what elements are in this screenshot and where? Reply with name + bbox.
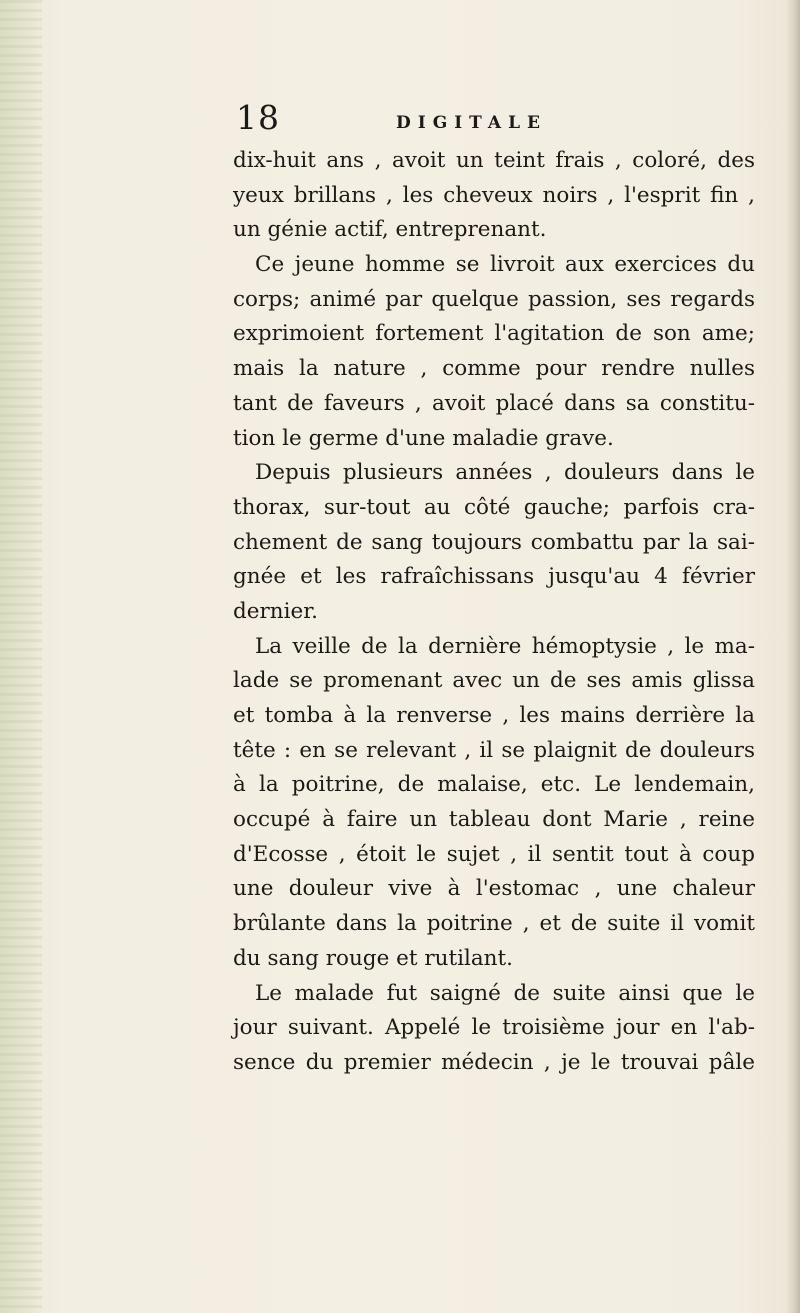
text-line: Le malade fut saigné de suite ainsi que le [255, 980, 755, 1006]
text-line: un génie actif, entreprenant. [233, 217, 547, 243]
text-line: du sang rouge et rutilant. [233, 945, 513, 971]
text-line: dix-huit ans , avoit un teint frais , coloré, des [233, 148, 755, 173]
text-line: lade se promenant avec un de ses amis glissa [233, 668, 755, 694]
text-line: Depuis plusieurs années , douleurs dans le [255, 460, 755, 486]
page-number: 18 [236, 98, 280, 137]
text-line: yeux brillans , les cheveux noirs , l'esprit fin , [233, 182, 755, 208]
text-line: chement de sang toujours combattu par la sai- [233, 529, 755, 555]
text-line: tant de faveurs , avoit placé dans sa constitu- [233, 390, 755, 416]
running-title: DIGITALE [396, 113, 547, 133]
text-line: Ce jeune homme se livroit aux exercices du [255, 252, 755, 278]
text-line: thorax, sur-tout au côté gauche; parfois cra- [233, 494, 755, 520]
text-line: occupé à faire un tableau dont Marie , reine [233, 807, 755, 833]
body-text [233, 144, 755, 1081]
text-line: brûlante dans la poitrine , et de suite il vomit [233, 911, 755, 937]
text-line: La veille de la dernière hémoptysie , le ma- [255, 633, 755, 659]
text-line: mais la nature , comme pour rendre nulles [233, 356, 755, 382]
page-header [236, 98, 656, 142]
text-line: dernier. [233, 598, 318, 624]
text-line: jour suivant. Appelé le troisième jour en l'ab- [233, 1015, 755, 1041]
text-line: et tomba à la renverse , les mains derrière la [233, 703, 755, 728]
text-line: tête : en se relevant , il se plaignit de douleurs [233, 737, 755, 763]
page-edge [786, 0, 800, 1313]
page-gutter [0, 0, 42, 1313]
text-line: gnée et les rafraîchissans jusqu'au 4 février [233, 564, 755, 590]
text-line: une douleur vive à l'estomac , une chaleur [233, 876, 755, 902]
text-line: corps; animé par quelque passion, ses regards [233, 286, 755, 312]
text-line: exprimoient fortement l'agitation de son ame; [233, 321, 755, 347]
text-line: d'Ecosse , étoit le sujet , il sentit tout à coup [233, 841, 755, 867]
text-line: tion le germe d'une maladie grave. [233, 425, 614, 451]
text-line: à la poitrine, de malaise, etc. Le lendemain, [233, 772, 755, 798]
text-line: sence du premier médecin , je le trouvai pâle [233, 1049, 755, 1075]
